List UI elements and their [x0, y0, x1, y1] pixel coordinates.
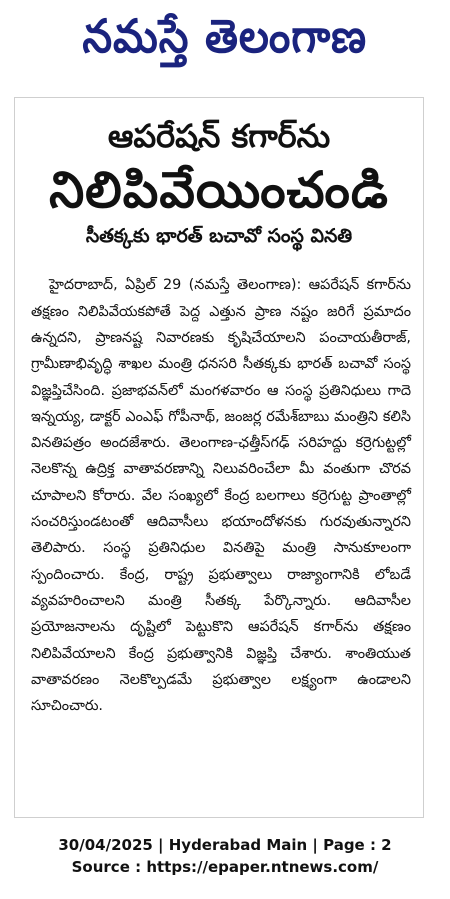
headline: నిలిపివేయించండి: [49, 161, 389, 219]
article-body: హైదరాబాద్, ఏప్రిల్ 29 (నమస్తే తెలంగాణ): ఆపరేషన్ కగార్‌ను తక్షణం నిలిపివేయకపోతే పెద్ద ఎత్తున ప్రాణ నష్టం జరిగే ప్రమాదం ఉన్నదని, ప్రాణనష్ట నివారణకు కృషిచేయాలని పంచాయతీరాజ్, గ్రామీణాభివృద్ధి శాఖల మంత్రి ధనసరి సీతక్కకు భారత్ బచావో సంస్థ విజ్ఞప్తిచేసింది. ప్రజాభవన్‌లో మంగళవారం ఆ సంస్థ ప్రతినిధులు గాదె ఇన్నయ్య, డాక్టర్ ఎంఎఫ్ గోపీనాథ్, జంజర్ల రమేశ్‌బాబు మంత్రిని కలిసి వినతిపత్రం అందజేశారు. తెలంగాణ-ఛత్తీస్‌గఢ్ సరిహద్దు కర్రెగుట్టల్లో నెలకొన్న ఉద్రిక్త వాతావరణాన్ని నిలువరించేలా మీ వంతుగా చొరవ చూపాలని కోరారు. వేల సంఖ్యలో కేంద్ర బలగాలు కర్రెగుట్ట ప్రాంతాల్లో సంచరిస్తుండటంతో ఆదివాసీలు భయాందోళనకు గురవుతున్నారని తెలిపారు. సంస్థ ప్రతినిధుల వినతిపై మంత్రి సానుకూలంగా స్పందించారు. కేంద్ర, రాష్ట్ర ప్రభుత్వాలు రాజ్యాంగానికి లోబడే వ్యవహరించాలని మంత్రి సీతక్క పేర్కొన్నారు. ఆదివాసీల ప్రయోజనాలను దృష్టిలో పెట్టుకొని ఆపరేషన్ కగార్‌ను తక్షణం నిలిపివేయాలని కేంద్ర ప్రభుత్వానికి విజ్ఞప్తి చేశారు. శాంతియుత వాతావరణం నెలకొల్పడమే ప్రభుత్వాల లక్ష్యంగా ఉండాలని సూచించారు.: [31, 277, 411, 715]
subheadline: సీతక్కకు భారత్ బచావో సంస్థ వినతి: [85, 225, 353, 247]
page-footer: [0, 834, 450, 878]
masthead: [0, 0, 450, 84]
newspaper-logo: నమస్తే తెలంగాణ: [82, 9, 368, 63]
edition-info: 30/04/2025 | Hyderabad Main | Page : 2: [58, 836, 392, 854]
headline-kicker: ఆపరేషన్ కగార్‌ను: [107, 117, 331, 155]
article-clipping: [14, 97, 424, 818]
source-link[interactable]: Source : https://epaper.ntnews.com/: [71, 858, 379, 876]
